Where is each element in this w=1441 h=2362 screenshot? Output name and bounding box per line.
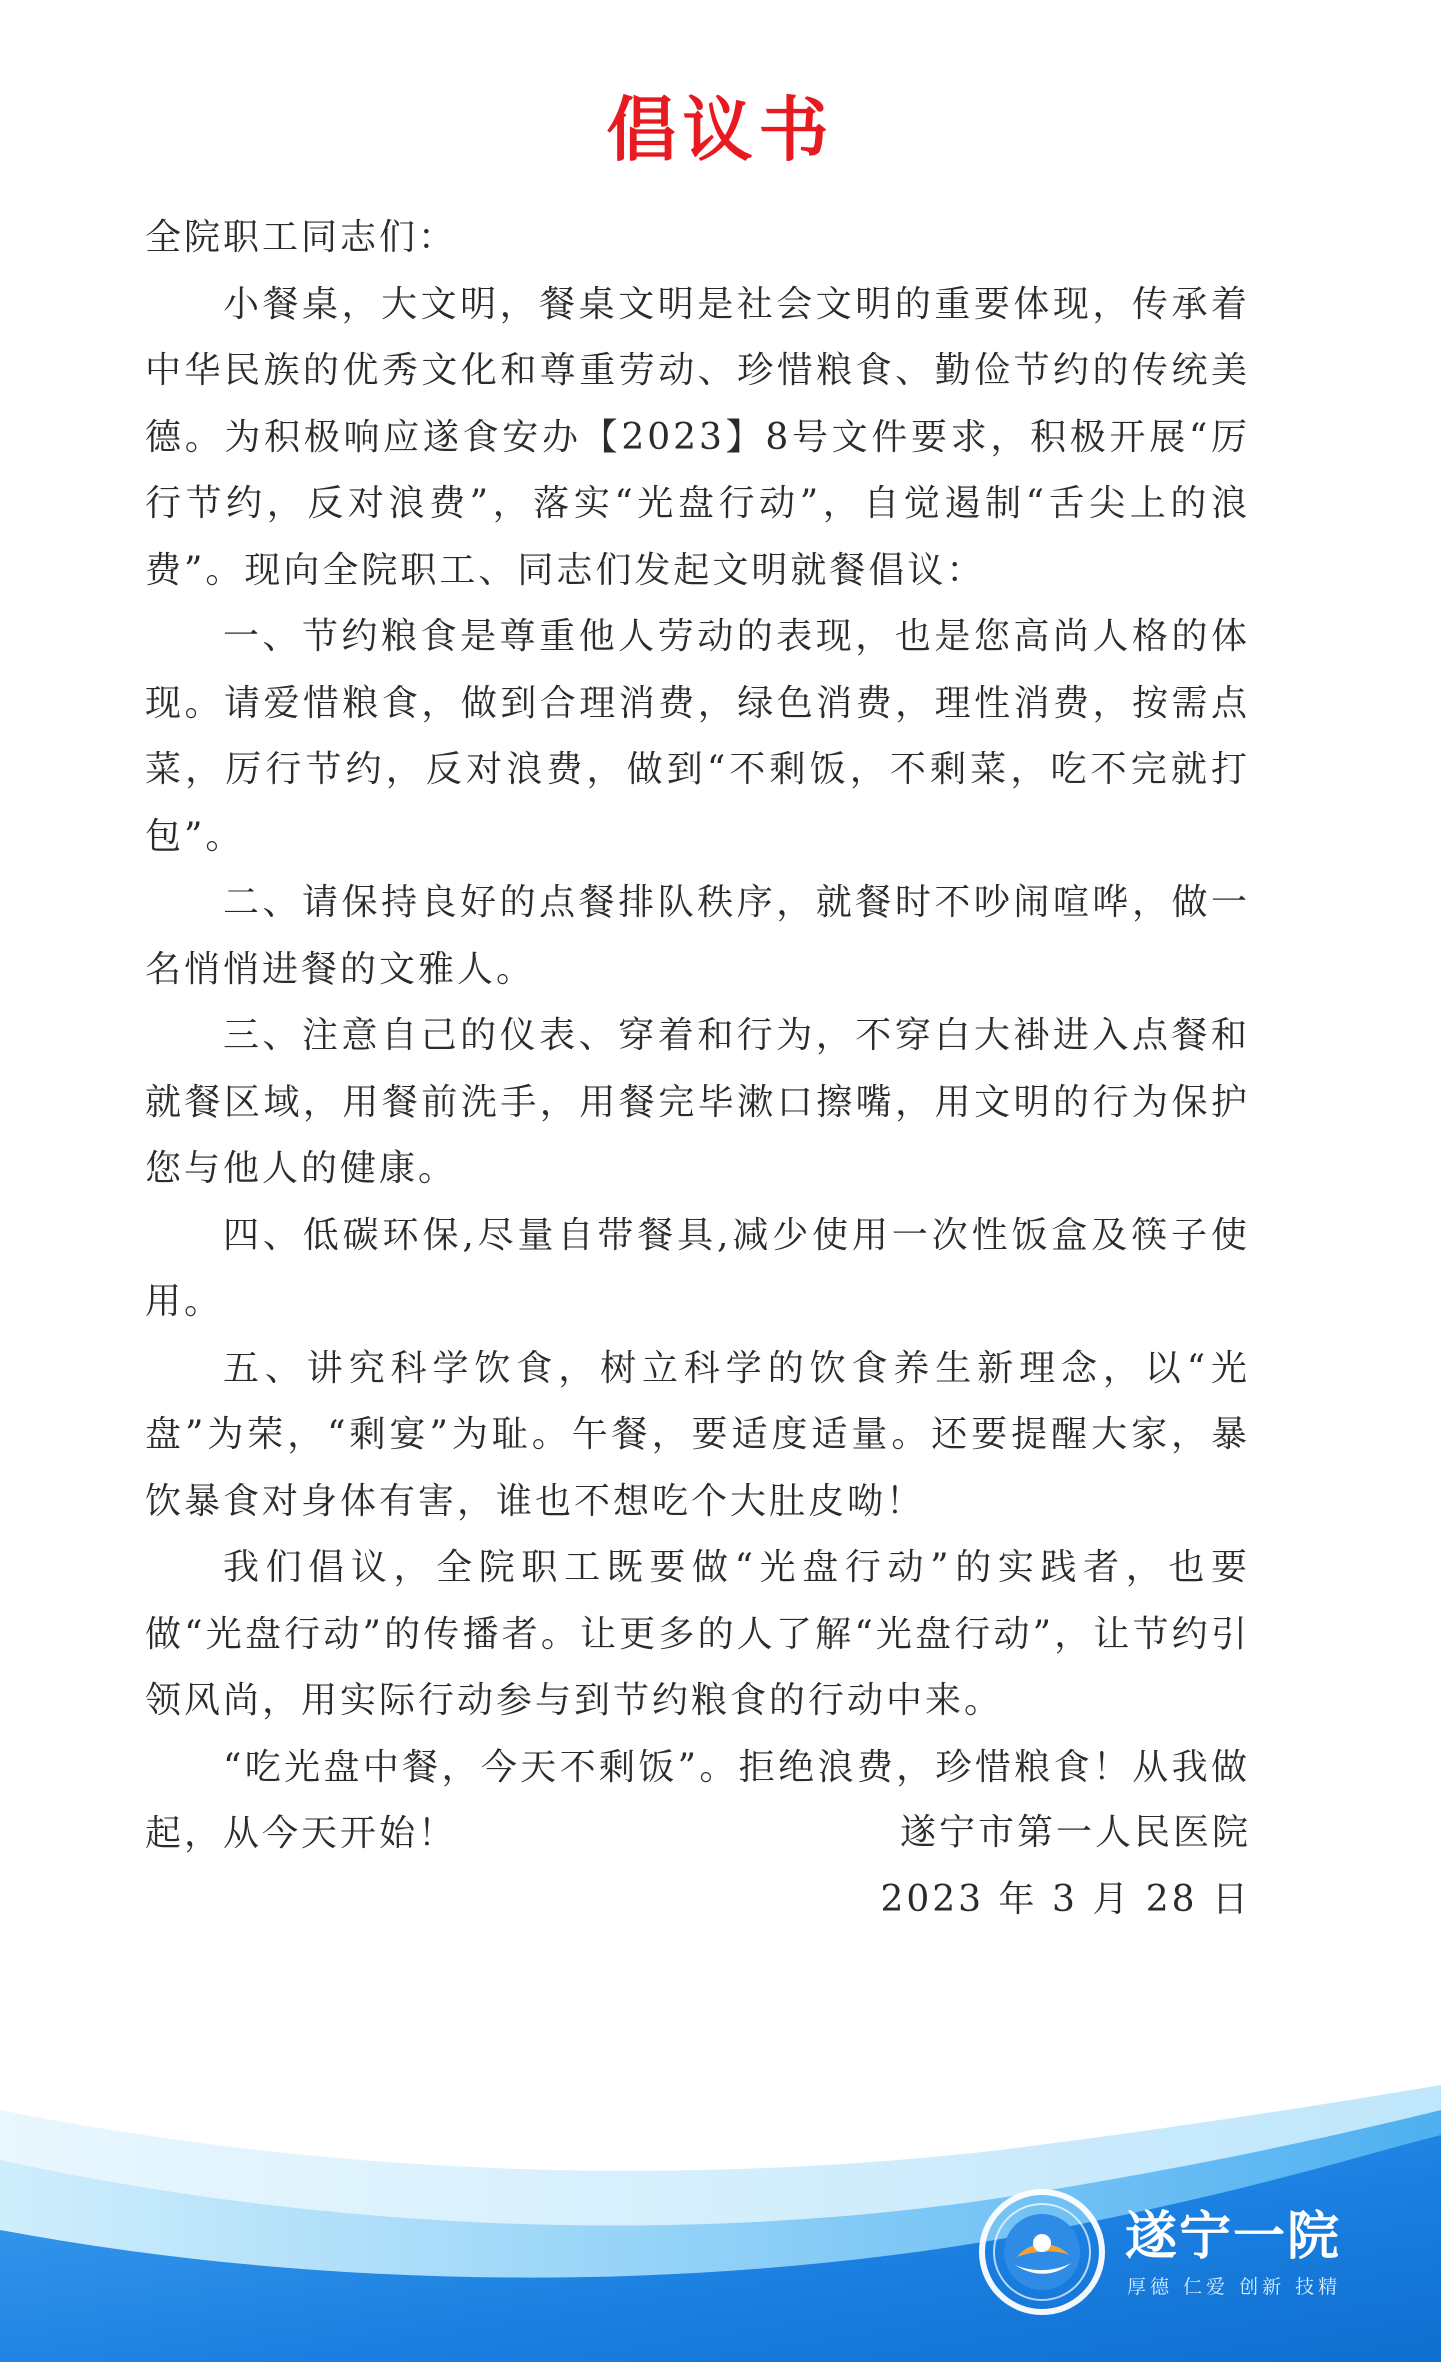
signature-block bbox=[880, 1800, 1251, 1933]
paragraph-slogan: “吃光盘中餐，今天不剩饭”。拒绝浪费，珍惜粮食！从我做起，从今天开始！ bbox=[145, 1746, 1250, 1854]
document-title: 倡议书 bbox=[606, 88, 835, 171]
document-body bbox=[145, 205, 1250, 1868]
paragraph-item-2: 二、请保持良好的点餐排队秩序，就餐时不吵闹喧哗，做一名悄悄进餐的文雅人。 bbox=[145, 882, 1250, 990]
paragraph-item-5: 五、讲究科学饮食，树立科学的饮食养生新理念，以“光盘”为荣，“剩宴”为耻。午餐，要适度适量。还要提醒大家，暴饮暴食对身体有害，谁也不想吃个大肚皮呦！ bbox=[145, 1347, 1250, 1522]
paragraph-intro: 小餐桌，大文明，餐桌文明是社会文明的重要体现，传承着中华民族的优秀文化和尊重劳动、珍惜粮食、勤俭节约的传统美德。为积极响应遂食安办【2023】8号文件要求，积极开展“厉行节约，反对浪费”，落实“光盘行动”，自觉遏制“舌尖上的浪费”。现向全院职工、同志们发起文明就餐倡议： bbox=[145, 283, 1250, 591]
hospital-emblem-icon bbox=[975, 2185, 1110, 2320]
paragraph-item-4: 四、低碳环保,尽量自带餐具,减少使用一次性饭盒及筷子使用。 bbox=[145, 1214, 1250, 1322]
signature-organization: 遂宁市第一人民医院 bbox=[899, 1812, 1251, 1853]
paragraph-call: 我们倡议，全院职工既要做“光盘行动”的实践者，也要做“光盘行动”的传播者。让更多的人了解“光盘行动”，让节约引领风尚，用实际行动参与到节约粮食的行动中来。 bbox=[145, 1547, 1250, 1721]
salutation: 全院职工同志们： bbox=[145, 217, 458, 258]
hospital-logo bbox=[975, 2185, 1355, 2325]
signature-date: 2023 年 3 月 28 日 bbox=[880, 1878, 1251, 1920]
paragraph-item-3: 三、注意自己的仪表、穿着和行为，不穿白大褂进入点餐和就餐区域，用餐前洗手，用餐完毕漱口擦嘴，用文明的行为保护您与他人的健康。 bbox=[145, 1015, 1250, 1189]
logo-name: 遂宁一院 bbox=[1125, 2207, 1342, 2267]
paragraph-item-1: 一、节约粮食是尊重他人劳动的表现，也是您高尚人格的体现。请爱惜粮食，做到合理消费，绿色消费，理性消费，按需点菜，厉行节约，反对浪费，做到“不剩饭，不剩菜，吃不完就打包”。 bbox=[145, 616, 1250, 857]
logo-tagline: 厚德 仁爱 创新 技精 bbox=[1127, 2276, 1342, 2298]
